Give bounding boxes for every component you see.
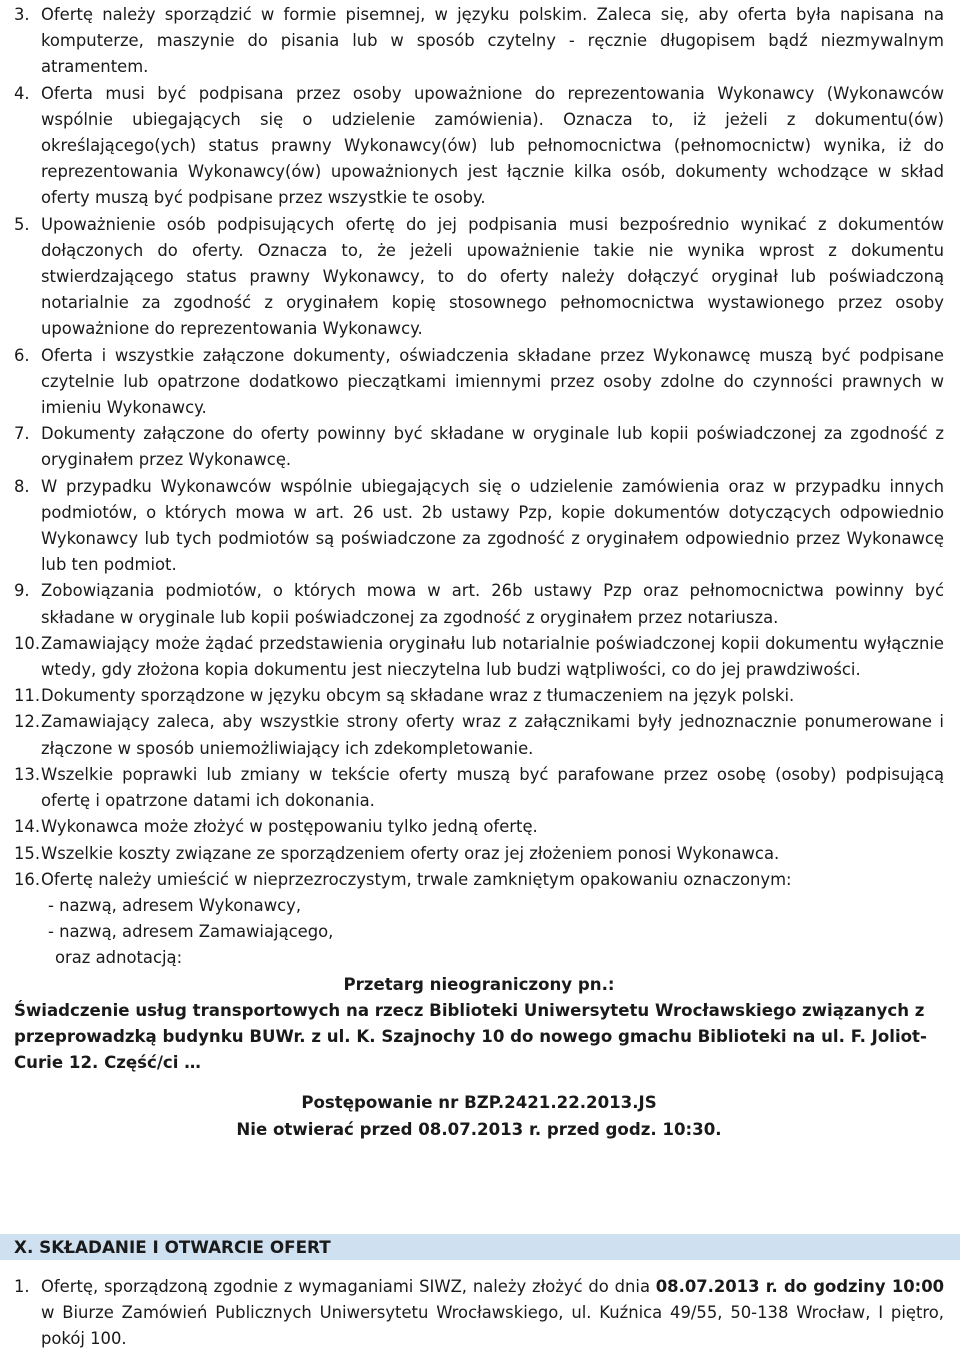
section-heading-bar (0, 1234, 960, 1260)
item-number: 15. (14, 843, 41, 863)
list-item (14, 631, 944, 683)
item-text: w Biurze Zamówień Publicznych Uniwersytetu Wrocławskiego, ul. Kuźnica 49/55, 50-138 Wrocław, I piętro, pokój 100. (41, 1303, 944, 1349)
list-item (14, 867, 944, 893)
item-number: 10. (14, 633, 41, 653)
list-item (14, 81, 944, 212)
list-item (14, 474, 944, 579)
list-item (14, 343, 944, 422)
item-number: 12. (14, 712, 41, 732)
item-text: Wszelkie koszty związane ze sporządzeniem oferty oraz jej złożeniem ponosi Wykonawca. (41, 843, 780, 863)
item-number: 6. (14, 345, 30, 365)
list-item (14, 578, 944, 630)
item-text: Oferta musi być podpisana przez osoby upoważnione do reprezentowania Wykonawcy (Wykonawców wspólnie ubiegających się o udzielenie zamówienia). Oznacza to, iż jeżeli z dokumentu(ów) określającego(ych) status prawny Wykonawcy(ów) lub pełnomocnictwa (pełnomocnictw) wynika, iż do reprezentowania Wykonawcy(ów) upoważnionych jest łącznie kilka osób, dokumenty wchodzące w skład oferty muszą być podpisane przez wszystkie te osoby. (41, 83, 944, 208)
tender-heading: Przetarg nieograniczony pn.: (343, 974, 615, 994)
item-text: Upoważnienie osób podpisujących ofertę do jej podpisania musi bezpośrednio wynikać z dokumentów dołączonych do oferty. Oznacza to, że jeżeli upoważnienie takie nie wynika wprost z dokumentu stwierdzającego status prawny Wykonawcy, to do oferty należy dołączyć oryginał lub poświadczoną notarialnie za zgodność z oryginałem kopię stosownego pełnomocnictwa wystawionego przez osoby upoważnione do reprezentowania Wykonawcy. (41, 214, 944, 339)
proceeding-number: Postępowanie nr BZP.2421.22.2013.JS (301, 1093, 657, 1113)
list-item (14, 2, 944, 81)
item-text: Zamawiający zaleca, aby wszystkie strony oferty wraz z załącznikami były jednoznacznie ponumerowane i złączone w sposób uniemożliwiający ich zdekompletowanie. (41, 712, 944, 758)
list-item (14, 212, 944, 343)
item-text: Dokumenty sporządzone w języku obcym są składane wraz z tłumaczeniem na język polski. (41, 686, 795, 706)
item-number: 13. (14, 764, 41, 784)
document-body (14, 2, 944, 1143)
envelope-line-annotation: oraz adnotacją: (55, 948, 183, 968)
list-item (14, 814, 944, 840)
item-text: Ofertę należy umieścić w nieprzezroczystym, trwale zamkniętym opakowaniu oznaczonym: (41, 869, 792, 889)
item-text: Oferta i wszystkie załączone dokumenty, oświadczenia składane przez Wykonawcę muszą być podpisane czytelnie lub opatrzone dodatkowo pieczątkami imiennymi przez osoby zdolne do czynności prawnych w imieniu Wykonawcy. (41, 345, 944, 418)
deadline-date: 08.07.2013 r. do godziny 10:00 (655, 1277, 944, 1296)
item-number: 3. (14, 5, 30, 24)
item-text: W przypadku Wykonawców wspólnie ubiegających się o udzielenie zamówienia oraz w przypadku innych podmiotów, o których mowa w art. 26 ust. 2b ustawy Pzp, kopie dokumentów dotyczących odpowiednio Wykonawcy lub tych podmiotów są poświadczone za zgodność z oryginałem odpowiednio przez Wykonawcę lub ten podmiot. (41, 476, 944, 575)
item-number: 9. (14, 581, 30, 601)
list-item (14, 762, 944, 814)
item-number: 1. (14, 1277, 30, 1296)
item-text: Zamawiający może żądać przedstawienia oryginału lub notarialnie poświadczonej kopii dokumentu wyłącznie wtedy, gdy złożona kopia dokumentu jest nieczytelna lub budzi wątpliwości, co do jej prawdziwości. (41, 633, 944, 680)
item-text: Wykonawca może złożyć w postępowaniu tylko jedną ofertę. (41, 817, 538, 837)
item-number: 16. (14, 869, 41, 889)
tender-subject: Świadczenie usług transportowych na rzecz Biblioteki Uniwersytetu Wrocławskiego związanych z przeprowadzką budynku BUWr. z ul. K. Szajnochy 10 do nowego gmachu Biblioteki na ul. F. Joliot-Curie 12. Część/ci … (14, 1000, 927, 1073)
item-text: Zobowiązania podmiotów, o których mowa w art. 26b ustawy Pzp oraz pełnomocnictwa powinny być składane w oryginale lub kopii poświadczonej za zgodność z oryginałem przez notariusza. (41, 581, 944, 627)
item-number: 4. (14, 83, 30, 103)
item-number: 5. (14, 214, 30, 234)
section-content (14, 1274, 944, 1353)
item-number: 11. (14, 686, 41, 706)
envelope-line-contractor: - nazwą, adresem Wykonawcy, (48, 895, 302, 915)
item-text: Ofertę należy sporządzić w formie pisemnej, w języku polskim. Zaleca się, aby oferta była napisana na komputerze, maszynie do pisania lub w sposób czytelny - ręcznie długopisem bądź niezmywalnym atramentem. (41, 5, 944, 77)
item-text: Ofertę, sporządzoną zgodnie z wymaganiami SIWZ, należy złożyć do dnia (41, 1277, 656, 1296)
envelope-line-client: - nazwą, adresem Zamawiającego, (48, 922, 334, 942)
item-text: Dokumenty załączone do oferty powinny być składane w oryginale lub kopii poświadczonej za zgodność z oryginałem przez Wykonawcę. (41, 424, 944, 470)
item-text: Wszelkie poprawki lub zmiany w tekście oferty muszą być parafowane przez osobę (osoby) podpisującą ofertę i opatrzone datami ich dokonania. (41, 764, 944, 811)
do-not-open-notice: Nie otwierać przed 08.07.2013 r. przed godz. 10:30. (236, 1119, 722, 1139)
list-item (14, 709, 944, 761)
list-item (14, 1274, 944, 1353)
item-number: 14. (14, 817, 41, 837)
item-number: 7. (14, 424, 30, 444)
list-item (14, 683, 944, 709)
list-item (14, 841, 944, 867)
list-item (14, 421, 944, 473)
item-number: 8. (14, 476, 30, 496)
section-title: X. SKŁADANIE I OTWARCIE OFERT (14, 1237, 331, 1257)
